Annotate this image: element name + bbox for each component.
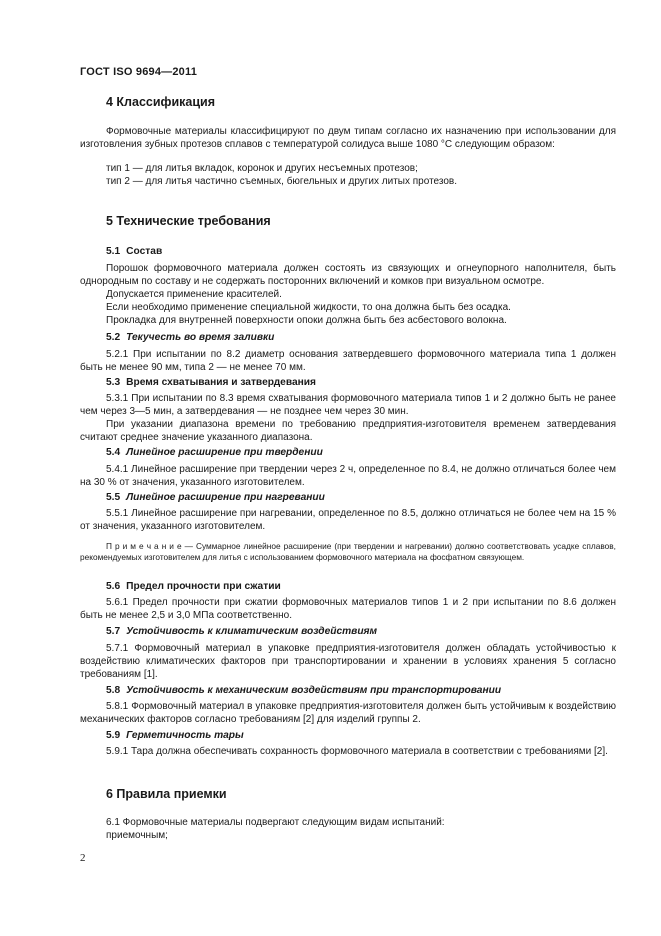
subsection-title: Устойчивость к механическим воздействиям при транспортировании <box>126 685 502 696</box>
paragraph: 5.5.1 Линейное расширение при нагревании, определенное по 8.5, должно отличаться не более чем на 15 % от значения, указанного изготовителем. <box>80 508 616 532</box>
page-number: 2 <box>80 852 86 864</box>
paragraph: Прокладка для внутренней поверхности опоки должна быть без асбестового волокна. <box>106 315 507 326</box>
subsection-number: 5.5 <box>106 492 121 503</box>
paragraph: 5.4.1 Линейное расширение при твердении через 2 ч, определенное по 8.4, не должно отличаться более чем на 30 % от значения, указанного изготовителем. <box>80 464 616 488</box>
subsection-title: Устойчивость к климатическим воздействиям <box>126 626 378 637</box>
subsection-5-5-heading <box>106 492 325 503</box>
subsection-number: 5.2 <box>106 332 121 343</box>
section-4-heading: 4 Классификация <box>106 95 216 109</box>
subsection-5-3-heading <box>106 377 316 388</box>
subsection-5-1-heading <box>106 246 162 257</box>
subsection-number: 5.1 <box>106 246 121 257</box>
subsection-5-6-heading <box>106 581 281 592</box>
document-header: ГОСТ ISO 9694—2011 <box>80 66 198 78</box>
subsection-number: 5.6 <box>106 581 121 592</box>
paragraph: Порошок формовочного материала должен состоять из связующих и огнеупорного наполнителя, быть однородным по составу и не содержать посторонних включений и комков при визуальном осмотре. <box>80 263 616 287</box>
section-4-intro: Формовочные материалы классифицируют по двум типам согласно их назначению при использовании для изготовления зубных протезов сплавов с температурой солидуса выше 1080 °С следующим образом: <box>80 126 616 150</box>
paragraph: 5.3.1 При испытании по 8.3 время схватывания формовочного материала типов 1 и 2 должно быть не ранее чем через 3—5 мин, а затвердевания — не позднее чем через 30 мин. <box>80 393 616 417</box>
subsection-number: 5.7 <box>106 626 121 637</box>
subsection-title: Линейное расширение при твердении <box>126 447 323 458</box>
subsection-5-9-heading <box>106 730 244 741</box>
subsection-title: Состав <box>126 246 163 257</box>
section-5-heading: 5 Технические требования <box>106 214 271 228</box>
subsection-number: 5.8 <box>106 685 121 696</box>
subsection-5-8-heading <box>106 685 501 696</box>
subsection-title: Герметичность тары <box>126 730 244 741</box>
subsection-number: 5.9 <box>106 730 121 741</box>
paragraph: Допускается применение красителей. <box>106 289 282 300</box>
paragraph: 6.1 Формовочные материалы подвергают следующим видам испытаний: <box>106 817 445 828</box>
type-1-item: тип 1 — для литья вкладок, коронок и других несъемных протезов; <box>106 163 418 174</box>
paragraph: 5.8.1 Формовочный материал в упаковке предприятия-изготовителя должен быть устойчивым к воздействию механических факторов согласно требованиям [2] для изделий группы 2. <box>80 701 616 725</box>
subsection-5-2-heading <box>106 332 274 343</box>
paragraph: 5.2.1 При испытании по 8.2 диаметр основания затвердевшего формовочного материала типа 1 должен быть не менее 90 мм, типа 2 — не менее 70 мм. <box>80 349 616 373</box>
subsection-5-7-heading <box>106 626 377 637</box>
subsection-number: 5.3 <box>106 377 121 388</box>
type-2-item: тип 2 — для литья частично съемных, бюгельных и других литых протезов. <box>106 176 458 187</box>
subsection-title: Время схватывания и затвердевания <box>126 377 316 388</box>
paragraph: При указании диапазона времени по требованию предприятия-изготовителя временем затвердевания считают среднее значение указанного диапазона. <box>80 419 616 443</box>
paragraph: 5.6.1 Предел прочности при сжатии формовочных материалов типов 1 и 2 при испытании по 8.6 должен быть не менее 2,5 и 3,0 МПа соответственно. <box>80 597 616 621</box>
note: П р и м е ч а н и е — Суммарное линейное расширение (при твердении и нагревании) должно соответствовать усадке сплавов, рекомендуемых изготовителем для литья с использованием формовочного материала на фосфатном связующем. <box>80 541 616 562</box>
section-6-heading: 6 Правила приемки <box>106 787 227 801</box>
subsection-title: Линейное расширение при нагревании <box>126 492 325 503</box>
paragraph: приемочным; <box>106 830 168 841</box>
subsection-title: Предел прочности при сжатии <box>126 581 281 592</box>
subsection-title: Текучесть во время заливки <box>126 332 275 343</box>
paragraph: 5.7.1 Формовочный материал в упаковке предприятия-изготовителя должен обладать устойчивостью к воздействию климатических факторов при транспортировании и хранении в условиях хранения 5 согласно требованиям [1]. <box>80 643 616 680</box>
subsection-5-4-heading <box>106 447 323 458</box>
subsection-number: 5.4 <box>106 447 121 458</box>
paragraph: Если необходимо применение специальной жидкости, то она должна быть без осадка. <box>106 302 511 313</box>
paragraph: 5.9.1 Тара должна обеспечивать сохранность формовочного материала в соответствии с требованиями [2]. <box>106 746 608 757</box>
